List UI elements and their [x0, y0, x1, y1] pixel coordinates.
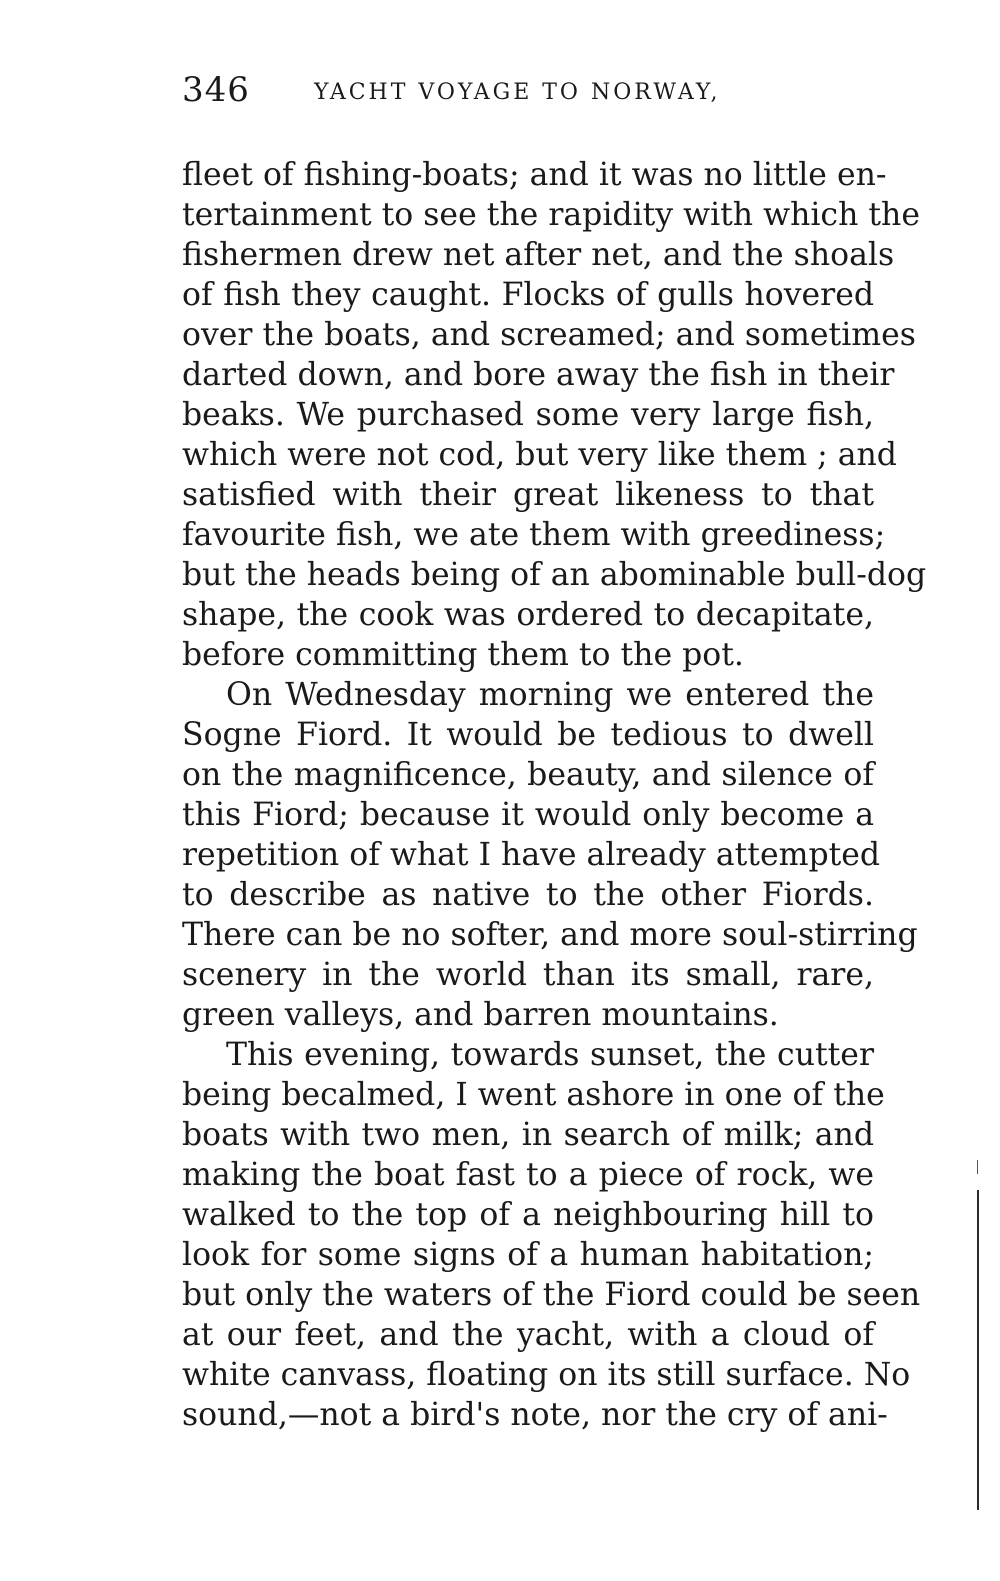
text-line: but only the waters of the Fiord could be seen — [182, 1277, 921, 1313]
text-line: boats with two men, in search of milk; and — [182, 1117, 874, 1153]
text-line: tertainment to see the rapidity with which the — [182, 197, 920, 233]
text-line: but the heads being of an abominable bull-dog — [182, 557, 927, 593]
page-number: 346 — [182, 70, 250, 110]
text-line: look for some signs of a human habitation; — [182, 1237, 874, 1273]
text-line: darted down, and bore away the fish in their — [182, 357, 895, 393]
text-line: to describe as native to the other Fiords. — [182, 877, 874, 913]
text-line: being becalmed, I went ashore in one of the — [182, 1077, 885, 1113]
text-line: before committing them to the pot. — [182, 637, 744, 673]
text-line: fishermen drew net after net, and the shoals — [182, 237, 895, 273]
text-line: on the magnificence, beauty, and silence of — [182, 757, 874, 793]
scan-margin-mark — [977, 1160, 978, 1174]
body-text — [182, 155, 927, 1435]
text-line: This evening, towards sunset, the cutter — [226, 1037, 874, 1073]
text-line: Sogne Fiord. It would be tedious to dwell — [182, 717, 874, 753]
text-line: white canvass, floating on its still surface. No — [182, 1357, 911, 1393]
text-line: fleet of fishing-boats; and it was no little en- — [182, 157, 887, 193]
text-line: There can be no softer, and more soul-stirring — [182, 917, 918, 953]
running-head: YACHT VOYAGE TO NORWAY, — [314, 80, 721, 105]
text-line: over the boats, and screamed; and sometimes — [182, 317, 916, 353]
text-line: repetition of what I have already attempted — [182, 837, 881, 873]
text-line: favourite fish, we ate them with greediness; — [182, 517, 886, 553]
page-header — [182, 70, 882, 120]
text-line: shape, the cook was ordered to decapitate, — [182, 597, 874, 633]
text-line: beaks. We purchased some very large fish, — [182, 397, 874, 433]
text-line: scenery in the world than its small, rare, — [182, 957, 874, 993]
text-line: which were not cod, but very like them ; and — [182, 437, 897, 473]
text-line: at our feet, and the yacht, with a cloud of — [182, 1317, 874, 1353]
text-line: walked to the top of a neighbouring hill to — [182, 1197, 874, 1233]
text-line: sound,—not a bird's note, nor the cry of ani- — [182, 1397, 888, 1433]
text-line: green valleys, and barren mountains. — [182, 997, 779, 1033]
scan-margin-rule — [977, 1190, 979, 1510]
text-line: On Wednesday morning we entered the — [226, 677, 874, 713]
text-line: of fish they caught. Flocks of gulls hovered — [182, 277, 874, 313]
text-line: satisfied with their great likeness to that — [182, 477, 874, 513]
text-line: this Fiord; because it would only become a — [182, 797, 874, 833]
text-line: making the boat fast to a piece of rock, we — [182, 1157, 874, 1193]
